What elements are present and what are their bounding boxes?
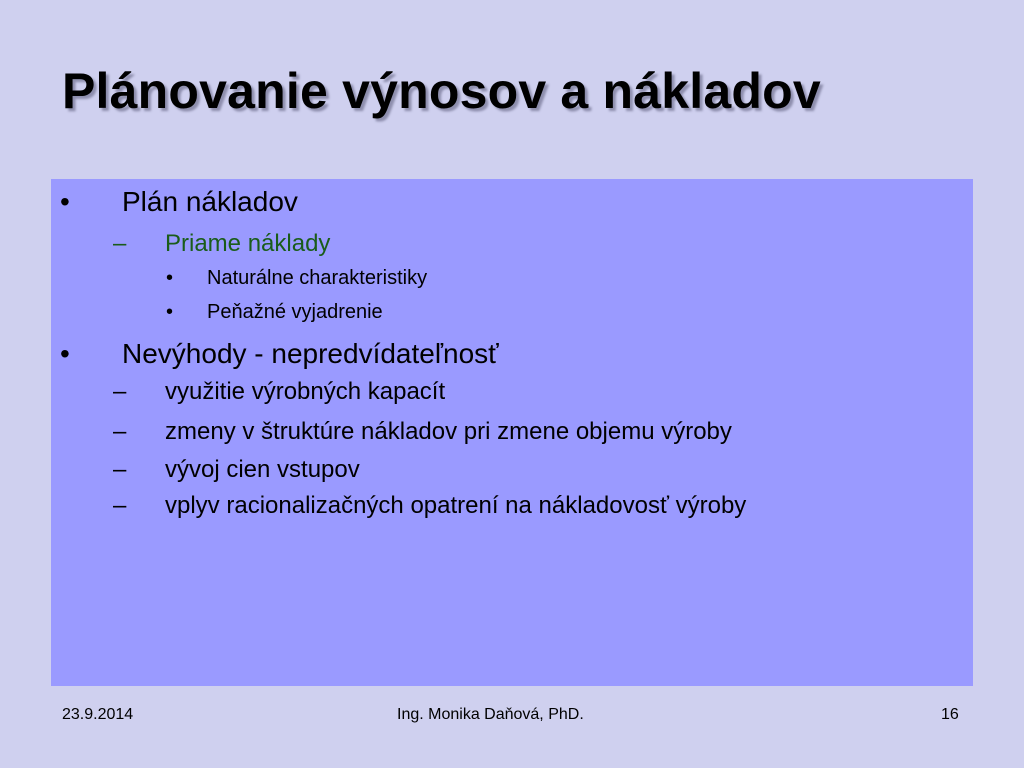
bullet-marker: • — [60, 338, 70, 369]
bullet-marker: • — [166, 301, 174, 323]
slide-title: Plánovanie výnosov a nákladov — [62, 63, 821, 119]
footer-date: 23.9.2014 — [62, 706, 134, 723]
dash-marker: – — [113, 492, 127, 519]
dash-marker: – — [113, 456, 127, 483]
list-item-vyvoj-cien: vývoj cien vstupov — [165, 456, 360, 483]
dash-marker: – — [113, 230, 127, 257]
list-item-penazne-vyjadrenie: Peňažné vyjadrenie — [207, 301, 383, 323]
list-item-plan-nakladov: Plán nákladov — [122, 186, 298, 217]
list-item-naturalne-charakteristiky: Naturálne charakteristiky — [207, 267, 428, 289]
dash-marker: – — [113, 418, 127, 445]
list-item-vplyv-racionalizacie: vplyv racionalizačných opatrení na nákladovosť výroby — [165, 492, 747, 519]
dash-marker: – — [113, 378, 127, 405]
list-item-nevyhody: Nevýhody - nepredvídateľnosť — [122, 338, 499, 369]
list-item-vyuzitie-kapacit: využitie výrobných kapacít — [165, 378, 446, 405]
bullet-marker: • — [60, 186, 70, 217]
page-number: 16 — [941, 706, 959, 723]
list-item-priame-naklady: Priame náklady — [165, 230, 331, 257]
content-box — [51, 179, 973, 686]
bullet-marker: • — [166, 267, 174, 289]
list-item-zmeny-struktury: zmeny v štruktúre nákladov pri zmene objemu výroby — [165, 418, 732, 445]
footer-author: Ing. Monika Daňová, PhD. — [397, 706, 584, 723]
